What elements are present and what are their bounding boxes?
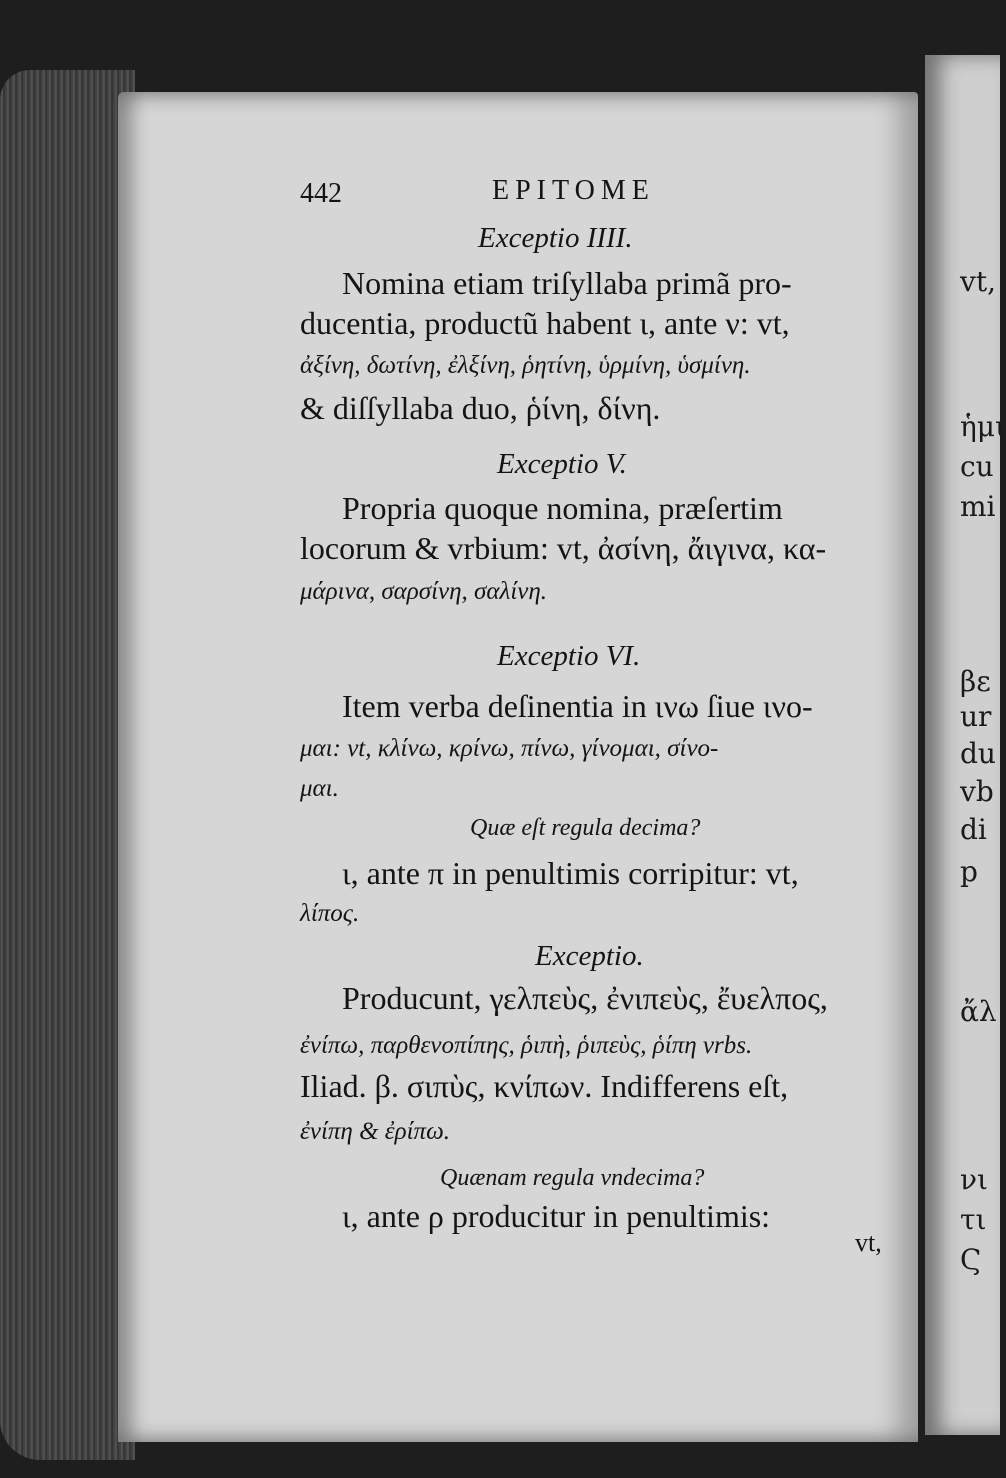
text-line: Producunt, γελπεὺς, ἐνιπεὺς, ἔυελπος, bbox=[342, 980, 828, 1016]
facing-page-fragment: ἡμι bbox=[960, 410, 1006, 443]
facing-page-fragment: di bbox=[960, 813, 987, 846]
facing-page-fragment: ur bbox=[960, 700, 992, 733]
section-heading: Exceptio VI. bbox=[497, 640, 641, 672]
text-line: ι, ante ρ producitur in penultimis: bbox=[342, 1198, 771, 1234]
text-line: Propria quoque nomina, præſertim bbox=[342, 490, 783, 526]
facing-page-fragment: vt, bbox=[960, 265, 996, 298]
facing-page bbox=[925, 55, 1006, 1435]
section-heading: Exceptio IIII. bbox=[478, 222, 633, 254]
facing-page-fragment: ἄλ bbox=[960, 995, 997, 1028]
facing-page-fragment: vb bbox=[960, 775, 994, 808]
question-heading: Quæ eſt regula decima? bbox=[470, 815, 701, 841]
facing-page-fragment: βε bbox=[960, 665, 991, 698]
facing-page-fragment: p bbox=[960, 855, 978, 888]
text-line: Iliad. β. σιπὺς, κνίπων. Indifferens eſt, bbox=[300, 1068, 789, 1104]
running-head: EPITOME bbox=[492, 175, 655, 206]
page-number: 442 bbox=[300, 178, 342, 209]
greek-line: μάρινα, σαρσίνη, σαλίνη. bbox=[300, 578, 548, 605]
catchword: vt, bbox=[855, 1228, 882, 1257]
greek-line: ἀξίνη, δωτίνη, ἐλξίνη, ῥητίνη, ὑρμίνη, ὑσμίνη. bbox=[300, 352, 751, 379]
text-line: locorum & vrbium: vt, ἀσίνη, ἄιγινα, κα- bbox=[300, 530, 827, 566]
greek-line: μαι. bbox=[300, 775, 339, 802]
facing-page-fragment: νι bbox=[960, 1163, 988, 1196]
greek-line: ἐνίπη & ἐρίπω. bbox=[300, 1118, 450, 1145]
section-heading: Exceptio. bbox=[535, 940, 644, 972]
text-line: Nomina etiam triſyllaba primã pro- bbox=[342, 265, 792, 301]
facing-page-fragment: Ϛ bbox=[960, 1243, 982, 1276]
facing-page-fragment: cu bbox=[960, 450, 994, 483]
text-line: & diſſyllaba duo, ῥίνη, δίνη. bbox=[300, 390, 661, 426]
question-heading: Quænam regula vndecima? bbox=[440, 1165, 705, 1191]
text-line: Item verba deſinentia in ινω ſiue ινο- bbox=[342, 688, 813, 724]
facing-page-fragment: mi bbox=[960, 490, 996, 523]
facing-page-fragment: du bbox=[960, 737, 996, 770]
section-heading: Exceptio V. bbox=[497, 448, 627, 480]
text-line: ducentia, productũ habent ι, ante ν: vt, bbox=[300, 305, 790, 341]
greek-line: ἐνίπω, παρθενοπίπης, ῥιπὴ, ῥιπεὺς, ῥίπη vrbs. bbox=[300, 1032, 753, 1059]
book-fore-edge bbox=[0, 70, 135, 1460]
greek-line: λίπος. bbox=[300, 900, 360, 927]
facing-page-fragment: τι bbox=[960, 1203, 987, 1236]
text-line: ι, ante π in penultimis corripitur: vt, bbox=[342, 855, 799, 891]
greek-line: μαι: vt, κλίνω, κρίνω, πίνω, γίνομαι, σίνο- bbox=[300, 735, 719, 762]
